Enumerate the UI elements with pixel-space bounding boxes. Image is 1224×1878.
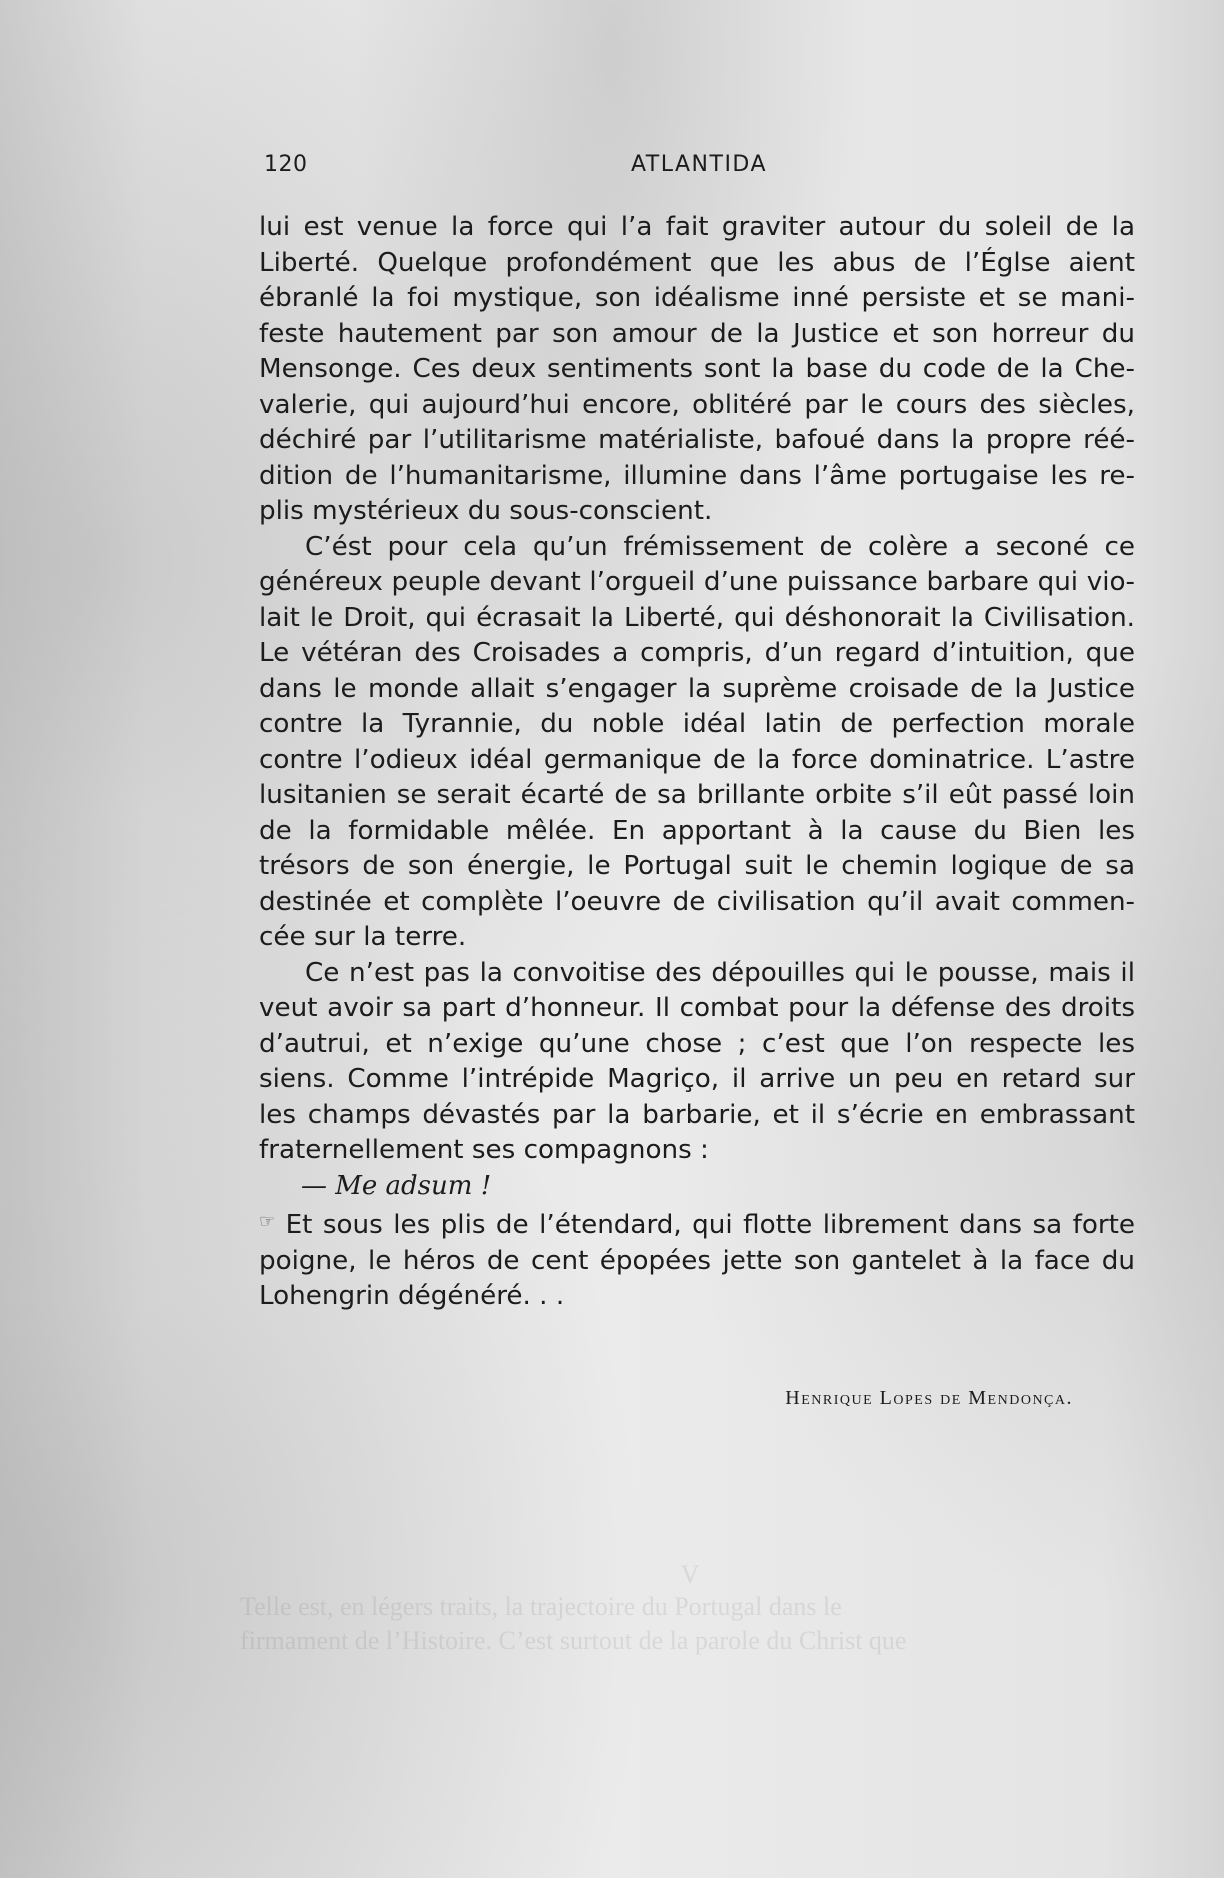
bleed-through-line-2: firmament de l’Histoire. C’est surtout de la parole du Christ que	[240, 1626, 907, 1655]
paragraph-4-text: Et sous les plis de l’étendard, qui flotte librement dans sa forte poigne, le héros de cent épopées jette son gantelet à la face du Lohengrin dégénéré. . .	[259, 1210, 1135, 1311]
author-signature: Henrique Lopes de Mendonça.	[785, 1387, 1073, 1409]
page-header	[264, 152, 1134, 192]
paragraph-2: C’ést pour cela qu’un frémissement de colère a seconé ce généreux peuple devant l’orgueil d’une puissance barbare qui violait le Droit, qui écrasait la Liberté, qui déshonorait la Civilisation. Le vétéran des Croisades a compris, d’un regard d’intuition, que dans le monde allait s’engager la suprème croisade de la Justice contre la Tyrannie, du noble idéal latin de perfection morale contre l’odieux idéal germanique de la force dominatrice. L’astre lusitanien se serait écarté de sa brillante orbite s’il eût passé loin de la formidable mêlée. En apportant à la cause du Bien les trésors de son énergie, le Portugal suit le chemin logique de sa destinée et complète l’oeuvre de civilisation qu’il avait commencée sur la terre.	[259, 531, 1135, 952]
latin-quote: — Me adsum !	[301, 1170, 492, 1201]
page-number: 120	[264, 152, 308, 177]
paragraph-3: Ce n’est pas la convoitise des dépouilles qui le pousse, mais il veut avoir sa part d’honneur. Il combat pour la défense des droits d’autrui, et n’exige qu’une chose ; c’est que l’on respecte les siens. Comme l’intrépide Magriço, il arrive un peu en retard sur les champs dévastés par la barbarie, et il s’écrie en embrassant fraternellement ses compagnons :	[259, 957, 1135, 1165]
printer-mark-icon: ☞	[259, 1211, 276, 1232]
running-title: ATLANTIDA	[630, 152, 768, 177]
paragraph-4	[259, 1204, 1135, 1315]
paragraph-1: lui est venue la force qui l’a fait graviter autour du soleil de la Liberté. Quelque profondément que les abus de l’Églse aient ébranlé la foi mystique, son idéalisme inné persiste et se manifeste hautement par son amour de la Justice et son horreur du Mensonge. Ces deux sentiments sont la base du code de la Chevalerie, qui aujourd’hui encore, oblitéré par le cours des siècles, déchiré par l’utilitarisme matérialiste, bafoué dans la propre réédition de l’humanitarisme, illumine dans l’âme portugaise les replis mystérieux du sous-conscient.	[259, 212, 1135, 526]
bleed-through-line-1: Telle est, en légers traits, la trajectoire du Portugal dans le	[240, 1592, 842, 1621]
bleed-through-numeral: V	[680, 1560, 700, 1589]
body-text	[259, 210, 1135, 1315]
